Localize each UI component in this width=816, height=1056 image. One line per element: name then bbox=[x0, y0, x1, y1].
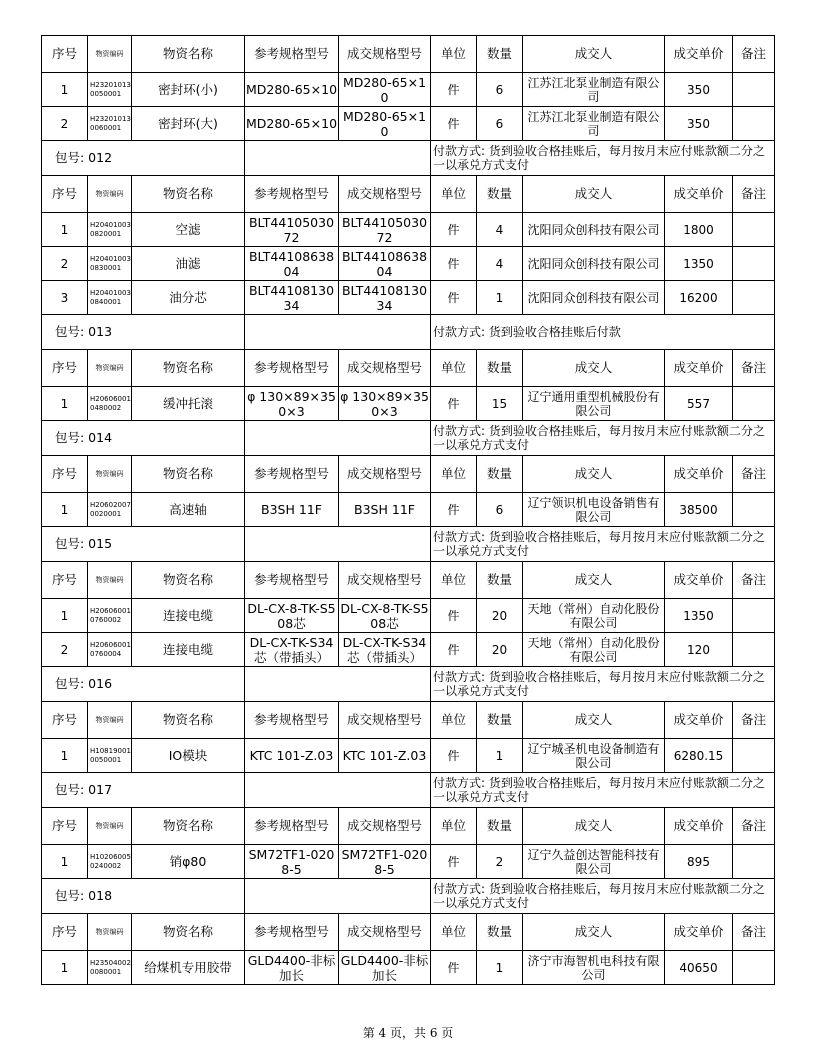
cell-ref-spec: KTC 101-Z.03 bbox=[245, 739, 339, 773]
cell-remark bbox=[733, 281, 775, 315]
cell-qty: 1 bbox=[477, 281, 523, 315]
cell-deal-spec: BLT4410503072 bbox=[339, 213, 431, 247]
item-row bbox=[42, 845, 775, 879]
cell-price: 6280.15 bbox=[665, 739, 733, 773]
header-seq: 序号 bbox=[42, 702, 88, 739]
column-header-row bbox=[42, 562, 775, 599]
header-price: 成交单价 bbox=[665, 176, 733, 213]
header-unit: 单位 bbox=[431, 456, 477, 493]
cell-deal-spec: DL-CX-TK-S34芯（带插头） bbox=[339, 633, 431, 667]
package-label: 包号: 014 bbox=[42, 421, 245, 456]
cell-remark bbox=[733, 845, 775, 879]
cell-vendor: 江苏江北泵业制造有限公司 bbox=[523, 73, 665, 107]
package-row bbox=[42, 141, 775, 176]
cell-unit: 件 bbox=[431, 493, 477, 527]
payment-terms: 付款方式: 货到验收合格挂账后，每月按月末应付账款额二分之一以承兑方式支付 bbox=[431, 879, 775, 914]
column-header-row bbox=[42, 702, 775, 739]
cell-unit: 件 bbox=[431, 633, 477, 667]
procurement-result-sheet bbox=[41, 35, 774, 985]
payment-terms: 付款方式: 货到验收合格挂账后付款 bbox=[431, 315, 775, 350]
cell-qty: 6 bbox=[477, 73, 523, 107]
header-seq: 序号 bbox=[42, 914, 88, 951]
header-name: 物资名称 bbox=[132, 914, 245, 951]
header-qty: 数量 bbox=[477, 562, 523, 599]
cell-vendor: 辽宁久益创达智能科技有限公司 bbox=[523, 845, 665, 879]
package-row bbox=[42, 773, 775, 808]
cell-deal-spec: MD280-65×10 bbox=[339, 107, 431, 141]
header-price: 成交单价 bbox=[665, 456, 733, 493]
cell-ref-spec: MD280-65×10 bbox=[245, 107, 339, 141]
header-qty: 数量 bbox=[477, 456, 523, 493]
header-seq: 序号 bbox=[42, 176, 88, 213]
package-label: 包号: 017 bbox=[42, 773, 245, 808]
cell-ref-spec: BLT4410863804 bbox=[245, 247, 339, 281]
header-ref-spec: 参考规格型号 bbox=[245, 350, 339, 387]
header-ref-spec: 参考规格型号 bbox=[245, 456, 339, 493]
item-row bbox=[42, 247, 775, 281]
header-price: 成交单价 bbox=[665, 914, 733, 951]
header-price: 成交单价 bbox=[665, 36, 733, 73]
column-header-row bbox=[42, 176, 775, 213]
header-remark: 备注 bbox=[733, 562, 775, 599]
column-header-row bbox=[42, 914, 775, 951]
cell-qty: 2 bbox=[477, 845, 523, 879]
cell-code: H204010030830001 bbox=[88, 247, 132, 281]
item-row bbox=[42, 493, 775, 527]
cell-unit: 件 bbox=[431, 73, 477, 107]
cell-name: 密封环(大) bbox=[132, 107, 245, 141]
cell-code: H102060050240002 bbox=[88, 845, 132, 879]
cell-seq: 1 bbox=[42, 599, 88, 633]
cell-deal-spec: GLD4400-非标加长 bbox=[339, 951, 431, 985]
cell-qty: 4 bbox=[477, 247, 523, 281]
cell-seq: 2 bbox=[42, 633, 88, 667]
header-name: 物资名称 bbox=[132, 350, 245, 387]
header-price: 成交单价 bbox=[665, 562, 733, 599]
column-header-row bbox=[42, 808, 775, 845]
cell-code: H108190010050001 bbox=[88, 739, 132, 773]
header-vendor: 成交人 bbox=[523, 562, 665, 599]
cell-deal-spec: DL-CX-8-TK-S508芯 bbox=[340, 600, 429, 631]
header-unit: 单位 bbox=[431, 36, 477, 73]
cell-name: 密封环(小) bbox=[132, 73, 245, 107]
header-deal-spec: 成交规格型号 bbox=[339, 350, 431, 387]
cell-remark bbox=[733, 73, 775, 107]
header-vendor: 成交人 bbox=[523, 456, 665, 493]
cell-ref-spec: MD280-65×10 bbox=[245, 73, 339, 107]
cell-name: 油滤 bbox=[132, 247, 245, 281]
header-remark: 备注 bbox=[733, 176, 775, 213]
cell-price: 40650 bbox=[665, 951, 733, 985]
header-ref-spec: 参考规格型号 bbox=[245, 562, 339, 599]
package-row bbox=[42, 667, 775, 702]
header-qty: 数量 bbox=[477, 176, 523, 213]
header-seq: 序号 bbox=[42, 456, 88, 493]
cell-qty: 6 bbox=[477, 493, 523, 527]
cell-qty: 6 bbox=[477, 107, 523, 141]
cell-unit: 件 bbox=[431, 387, 477, 421]
cell-code: H232010130060001 bbox=[88, 107, 132, 141]
package-row bbox=[42, 315, 775, 350]
header-price: 成交单价 bbox=[665, 808, 733, 845]
item-row bbox=[42, 107, 775, 141]
cell-name: 油分芯 bbox=[132, 281, 245, 315]
header-vendor: 成交人 bbox=[523, 36, 665, 73]
cell-remark bbox=[733, 633, 775, 667]
cell-seq: 1 bbox=[42, 213, 88, 247]
cell-code: H235040020080001 bbox=[88, 951, 132, 985]
cell-vendor: 天地（常州）自动化股份有限公司 bbox=[523, 599, 665, 633]
package-spacer bbox=[245, 667, 431, 702]
cell-price: 557 bbox=[665, 387, 733, 421]
package-spacer bbox=[245, 315, 431, 350]
cell-vendor: 沈阳同众创科技有限公司 bbox=[523, 281, 665, 315]
cell-ref-spec: φ 130×89×350×3 bbox=[245, 387, 339, 421]
cell-qty: 20 bbox=[477, 599, 523, 633]
cell-deal-spec: φ 130×89×350×3 bbox=[340, 388, 429, 419]
cell-seq: 1 bbox=[42, 387, 88, 421]
item-row bbox=[42, 633, 775, 667]
header-name: 物资名称 bbox=[132, 456, 245, 493]
header-deal-spec: 成交规格型号 bbox=[339, 562, 431, 599]
cell-unit: 件 bbox=[431, 599, 477, 633]
cell-code: H206060010480002 bbox=[88, 387, 132, 421]
cell-code: H204010030840001 bbox=[88, 281, 132, 315]
package-row bbox=[42, 527, 775, 562]
cell-deal-spec: MD280-65×10 bbox=[339, 73, 431, 107]
results-table bbox=[41, 35, 775, 985]
cell-qty: 1 bbox=[477, 739, 523, 773]
page-number-footer: 第 4 页，共 6 页 bbox=[362, 1026, 454, 1040]
cell-name: 连接电缆 bbox=[132, 633, 245, 667]
cell-price: 1800 bbox=[665, 213, 733, 247]
cell-unit: 件 bbox=[431, 951, 477, 985]
cell-seq: 1 bbox=[42, 493, 88, 527]
header-unit: 单位 bbox=[431, 176, 477, 213]
header-qty: 数量 bbox=[477, 808, 523, 845]
item-row bbox=[42, 599, 775, 633]
cell-qty: 15 bbox=[477, 387, 523, 421]
cell-code: H204010030820001 bbox=[88, 213, 132, 247]
cell-vendor: 济宁市海智机电科技有限公司 bbox=[523, 951, 665, 985]
item-row bbox=[42, 281, 775, 315]
header-unit: 单位 bbox=[431, 808, 477, 845]
header-name: 物资名称 bbox=[132, 176, 245, 213]
header-deal-spec: 成交规格型号 bbox=[339, 36, 431, 73]
cell-unit: 件 bbox=[431, 845, 477, 879]
header-name: 物资名称 bbox=[132, 562, 245, 599]
cell-deal-spec: BLT4410813034 bbox=[339, 281, 431, 315]
header-price: 成交单价 bbox=[665, 702, 733, 739]
item-row bbox=[42, 387, 775, 421]
header-code: 物资编码 bbox=[88, 456, 132, 493]
header-ref-spec: 参考规格型号 bbox=[245, 808, 339, 845]
cell-seq: 3 bbox=[42, 281, 88, 315]
cell-price: 350 bbox=[665, 107, 733, 141]
header-code: 物资编码 bbox=[88, 562, 132, 599]
cell-unit: 件 bbox=[431, 213, 477, 247]
cell-remark bbox=[733, 247, 775, 281]
header-vendor: 成交人 bbox=[523, 176, 665, 213]
header-remark: 备注 bbox=[733, 914, 775, 951]
payment-terms: 付款方式: 货到验收合格挂账后，每月按月末应付账款额二分之一以承兑方式支付 bbox=[431, 773, 775, 808]
cell-name: 连接电缆 bbox=[132, 599, 245, 633]
cell-name: 销φ80 bbox=[132, 845, 245, 879]
column-header-row bbox=[42, 350, 775, 387]
header-remark: 备注 bbox=[733, 456, 775, 493]
header-unit: 单位 bbox=[431, 562, 477, 599]
header-ref-spec: 参考规格型号 bbox=[245, 176, 339, 213]
header-unit: 单位 bbox=[431, 350, 477, 387]
cell-ref-spec: BLT4410813034 bbox=[245, 281, 339, 315]
cell-seq: 2 bbox=[42, 107, 88, 141]
cell-code: H206060010760002 bbox=[88, 599, 132, 633]
header-remark: 备注 bbox=[733, 36, 775, 73]
cell-remark bbox=[733, 387, 775, 421]
cell-qty: 20 bbox=[477, 633, 523, 667]
cell-deal-spec: BLT4410863804 bbox=[339, 247, 431, 281]
package-spacer bbox=[245, 421, 431, 456]
header-qty: 数量 bbox=[477, 914, 523, 951]
cell-remark bbox=[733, 107, 775, 141]
cell-ref-spec: BLT4410503072 bbox=[245, 213, 339, 247]
header-code: 物资编码 bbox=[88, 350, 132, 387]
header-seq: 序号 bbox=[42, 350, 88, 387]
header-code: 物资编码 bbox=[88, 702, 132, 739]
payment-terms: 付款方式: 货到验收合格挂账后，每月按月末应付账款额二分之一以承兑方式支付 bbox=[431, 141, 775, 176]
cell-unit: 件 bbox=[431, 739, 477, 773]
payment-terms: 付款方式: 货到验收合格挂账后，每月按月末应付账款额二分之一以承兑方式支付 bbox=[431, 421, 775, 456]
cell-name: 空滤 bbox=[132, 213, 245, 247]
cell-ref-spec: SM72TF1-0208-5 bbox=[245, 845, 339, 879]
cell-unit: 件 bbox=[431, 107, 477, 141]
header-unit: 单位 bbox=[431, 702, 477, 739]
cell-name: 缓冲托滚 bbox=[132, 387, 245, 421]
cell-ref-spec: DL-CX-TK-S34芯（带插头） bbox=[245, 633, 339, 667]
cell-seq: 2 bbox=[42, 247, 88, 281]
cell-qty: 1 bbox=[477, 951, 523, 985]
cell-remark bbox=[733, 493, 775, 527]
cell-deal-spec: SM72TF1-0208-5 bbox=[339, 845, 431, 879]
header-name: 物资名称 bbox=[132, 808, 245, 845]
package-label: 包号: 012 bbox=[42, 141, 245, 176]
header-deal-spec: 成交规格型号 bbox=[339, 914, 431, 951]
header-vendor: 成交人 bbox=[523, 350, 665, 387]
cell-vendor: 江苏江北泵业制造有限公司 bbox=[523, 107, 665, 141]
cell-price: 16200 bbox=[665, 281, 733, 315]
header-vendor: 成交人 bbox=[523, 914, 665, 951]
cell-name: IO模块 bbox=[132, 739, 245, 773]
header-qty: 数量 bbox=[477, 350, 523, 387]
item-row bbox=[42, 951, 775, 985]
column-header-row bbox=[42, 36, 775, 73]
header-qty: 数量 bbox=[477, 36, 523, 73]
header-deal-spec: 成交规格型号 bbox=[339, 176, 431, 213]
header-seq: 序号 bbox=[42, 562, 88, 599]
cell-unit: 件 bbox=[431, 281, 477, 315]
header-vendor: 成交人 bbox=[523, 808, 665, 845]
cell-vendor: 沈阳同众创科技有限公司 bbox=[523, 247, 665, 281]
cell-vendor: 辽宁城圣机电设备制造有限公司 bbox=[523, 739, 665, 773]
cell-code: H232010130050001 bbox=[88, 73, 132, 107]
item-row bbox=[42, 739, 775, 773]
package-spacer bbox=[245, 141, 431, 176]
cell-vendor: 辽宁通用重型机械股份有限公司 bbox=[523, 387, 665, 421]
cell-code: H206060010760004 bbox=[88, 633, 132, 667]
cell-seq: 1 bbox=[42, 73, 88, 107]
header-code: 物资编码 bbox=[88, 36, 132, 73]
cell-seq: 1 bbox=[42, 845, 88, 879]
cell-deal-spec: KTC 101-Z.03 bbox=[339, 739, 431, 773]
cell-price: 1350 bbox=[665, 599, 733, 633]
cell-vendor: 天地（常州）自动化股份有限公司 bbox=[523, 633, 665, 667]
cell-price: 895 bbox=[665, 845, 733, 879]
header-remark: 备注 bbox=[733, 350, 775, 387]
package-label: 包号: 016 bbox=[42, 667, 245, 702]
column-header-row bbox=[42, 456, 775, 493]
cell-remark bbox=[733, 951, 775, 985]
header-seq: 序号 bbox=[42, 808, 88, 845]
header-ref-spec: 参考规格型号 bbox=[245, 914, 339, 951]
cell-code: H206020070020001 bbox=[88, 493, 132, 527]
package-label: 包号: 018 bbox=[42, 879, 245, 914]
item-row bbox=[42, 73, 775, 107]
cell-ref-spec: GLD4400-非标加长 bbox=[245, 951, 339, 985]
cell-ref-spec: B3SH 11F bbox=[245, 493, 339, 527]
cell-price: 350 bbox=[665, 73, 733, 107]
cell-price: 120 bbox=[665, 633, 733, 667]
package-label: 包号: 013 bbox=[42, 315, 245, 350]
results-table-body bbox=[42, 36, 775, 985]
payment-terms: 付款方式: 货到验收合格挂账后，每月按月末应付账款额二分之一以承兑方式支付 bbox=[431, 667, 775, 702]
cell-remark bbox=[733, 213, 775, 247]
cell-remark bbox=[733, 599, 775, 633]
package-spacer bbox=[245, 773, 431, 808]
header-name: 物资名称 bbox=[132, 36, 245, 73]
package-spacer bbox=[245, 879, 431, 914]
header-deal-spec: 成交规格型号 bbox=[339, 456, 431, 493]
header-code: 物资编码 bbox=[88, 914, 132, 951]
header-unit: 单位 bbox=[431, 914, 477, 951]
header-remark: 备注 bbox=[733, 702, 775, 739]
payment-terms: 付款方式: 货到验收合格挂账后，每月按月末应付账款额二分之一以承兑方式支付 bbox=[431, 527, 775, 562]
header-price: 成交单价 bbox=[665, 350, 733, 387]
cell-seq: 1 bbox=[42, 739, 88, 773]
cell-unit: 件 bbox=[431, 247, 477, 281]
header-ref-spec: 参考规格型号 bbox=[245, 702, 339, 739]
cell-price: 1350 bbox=[665, 247, 733, 281]
header-code: 物资编码 bbox=[88, 176, 132, 213]
package-row bbox=[42, 421, 775, 456]
package-label: 包号: 015 bbox=[42, 527, 245, 562]
header-seq: 序号 bbox=[42, 36, 88, 73]
cell-name: 给煤机专用胶带 bbox=[132, 951, 245, 985]
cell-seq: 1 bbox=[42, 951, 88, 985]
header-qty: 数量 bbox=[477, 702, 523, 739]
cell-deal-spec: B3SH 11F bbox=[339, 493, 431, 527]
cell-vendor: 辽宁领识机电设备销售有限公司 bbox=[523, 493, 665, 527]
cell-qty: 4 bbox=[477, 213, 523, 247]
header-ref-spec: 参考规格型号 bbox=[245, 36, 339, 73]
header-name: 物资名称 bbox=[132, 702, 245, 739]
cell-remark bbox=[733, 739, 775, 773]
header-remark: 备注 bbox=[733, 808, 775, 845]
package-spacer bbox=[245, 527, 431, 562]
header-deal-spec: 成交规格型号 bbox=[339, 808, 431, 845]
header-deal-spec: 成交规格型号 bbox=[339, 702, 431, 739]
item-row bbox=[42, 213, 775, 247]
cell-ref-spec: DL-CX-8-TK-S508芯 bbox=[245, 599, 339, 633]
cell-vendor: 沈阳同众创科技有限公司 bbox=[523, 213, 665, 247]
header-code: 物资编码 bbox=[88, 808, 132, 845]
header-vendor: 成交人 bbox=[523, 702, 665, 739]
package-row bbox=[42, 879, 775, 914]
cell-name: 高速轴 bbox=[132, 493, 245, 527]
cell-price: 38500 bbox=[665, 493, 733, 527]
